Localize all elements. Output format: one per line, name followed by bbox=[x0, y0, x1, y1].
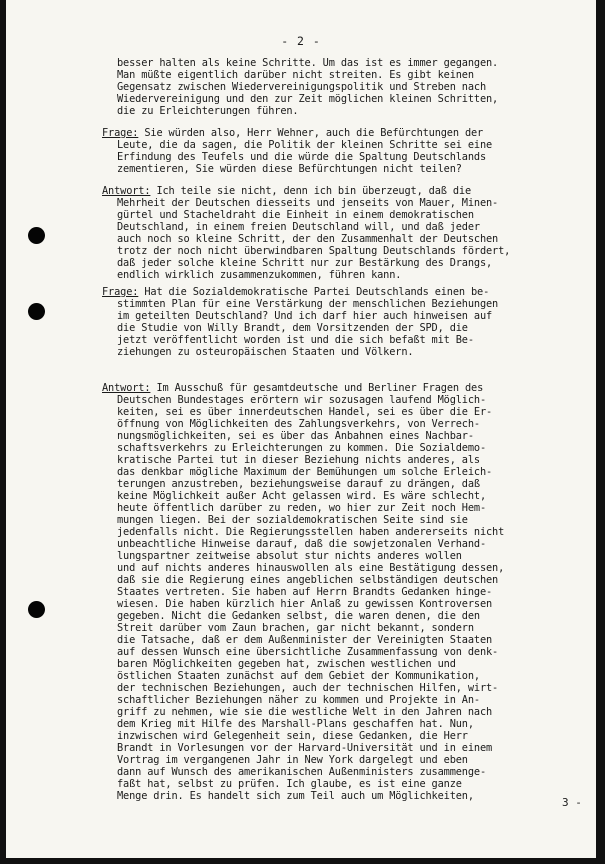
text-line: gegeben. Nicht die Gedanken selbst, die waren denen, die den bbox=[117, 610, 480, 622]
text-line: der technischen Beziehungen, auch der technischen Hilfen, wirt- bbox=[117, 682, 499, 694]
text-line bbox=[102, 127, 483, 139]
text-line: lungspartner zeitweise absolut stur nichts anderes wollen bbox=[117, 550, 462, 562]
line-text: Sie würden also, Herr Wehner, auch die Befürchtungen der bbox=[138, 127, 484, 139]
text-line: Menge drin. Es handelt sich zum Teil auch um Möglichkeiten, bbox=[117, 790, 474, 802]
text-line bbox=[102, 286, 489, 298]
text-line: ziehungen zu osteuropäischen Staaten und Völkern. bbox=[117, 346, 414, 358]
scan-edge-left bbox=[0, 0, 6, 864]
text-line: griff zu nehmen, wie sie die westliche Welt in den Jahren nach bbox=[117, 706, 493, 718]
text-line: daß jeder solche kleine Schritt nur zur Bestärkung des Drangs, bbox=[117, 257, 493, 269]
text-line: auch noch so kleine Schritt, der den Zusammenhalt der Deutschen bbox=[117, 233, 499, 245]
text-line: stimmten Plan für eine Verstärkung der menschlichen Beziehungen bbox=[117, 298, 499, 310]
text-line: schaftlicher Beziehungen näher zu kommen und Projekte in An- bbox=[117, 694, 480, 706]
punch-hole-middle bbox=[28, 303, 45, 320]
text-line: trotz der noch nicht überwindbaren Spaltung Deutschlands fördert, bbox=[117, 245, 511, 257]
text-line: Mehrheit der Deutschen diesseits und jenseits von Mauer, Minen- bbox=[117, 197, 499, 209]
text-line: das denkbar mögliche Maximum der Bemühungen um solche Erleich- bbox=[117, 466, 493, 478]
text-line: öffnung von Möglichkeiten des Zahlungsverkehrs, von Verrech- bbox=[117, 418, 480, 430]
text-line: wiesen. Die haben kürzlich hier Anlaß zu gewissen Kontroversen bbox=[117, 598, 493, 610]
scan-edge-right bbox=[596, 0, 605, 864]
speaker-label: Frage: bbox=[102, 127, 139, 139]
text-line: und auf nichts anderes hinauswollen als eine Bestätigung dessen, bbox=[117, 562, 505, 574]
speaker-label: Antwort: bbox=[102, 185, 151, 197]
text-line: keine Möglichkeit außer Acht gelassen wird. Es wäre schlecht, bbox=[117, 490, 487, 502]
text-line: besser halten als keine Schritte. Um das ist es immer gegangen. bbox=[117, 57, 499, 69]
text-line: Deutschland, in einem freien Deutschland will, und daß jeder bbox=[117, 221, 480, 233]
text-line: Staates vertreten. Sie haben auf Herrn Brandts Gedanken hinge- bbox=[117, 586, 493, 598]
text-line: zementieren, Sie würden diese Befürchtungen nicht teilen? bbox=[117, 163, 462, 175]
text-line: jedenfalls nicht. Die Regierungsstellen haben andererseits nicht bbox=[117, 526, 505, 538]
text-line: Deutschen Bundestages erörtern wir sozusagen laufend Möglich- bbox=[117, 394, 487, 406]
text-line: faßt hat, selbst zu prüfen. Ich glaube, es ist eine ganze bbox=[117, 778, 462, 790]
punch-hole-top bbox=[28, 227, 45, 244]
text-line: keiten, sei es über innerdeutschen Handel, sei es über die Er- bbox=[117, 406, 493, 418]
document-page bbox=[6, 0, 596, 858]
next-page-mark: 3 - bbox=[562, 796, 582, 809]
text-line: heute öffentlich darüber zu reden, wo hier zur Zeit noch Hem- bbox=[117, 502, 487, 514]
text-line: nungsmöglichkeiten, sei es über das Anbahnen eines Nachbar- bbox=[117, 430, 474, 442]
scan-edge-bottom bbox=[0, 858, 605, 864]
text-line: mungen liegen. Bei der sozialdemokratischen Seite sind sie bbox=[117, 514, 468, 526]
text-line: Leute, die da sagen, die Politik der kleinen Schritte sei eine bbox=[117, 139, 493, 151]
text-line bbox=[102, 185, 471, 197]
line-text: Im Ausschuß für gesamtdeutsche und Berliner Fragen des bbox=[150, 382, 484, 394]
text-line: die Tatsache, daß er dem Außenminister der Vereinigten Staaten bbox=[117, 634, 493, 646]
line-text: Ich teile sie nicht, denn ich bin überzeugt, daß die bbox=[150, 185, 472, 197]
text-line: daß sie die Regierung eines angeblichen selbständigen deutschen bbox=[117, 574, 499, 586]
text-line: Streit darüber vom Zaun brachen, gar nicht bekannt, sondern bbox=[117, 622, 474, 634]
text-line: Vortrag im vergangenen Jahr in New York dargelegt und eben bbox=[117, 754, 468, 766]
text-line: die Studie von Willy Brandt, dem Vorsitzenden der SPD, die bbox=[117, 322, 468, 334]
text-line: Gegensatz zwischen Wiedervereinigungspolitik und Streben nach bbox=[117, 81, 487, 93]
line-text: Hat die Sozialdemokratische Partei Deutschlands einen be- bbox=[138, 286, 490, 298]
text-line: baren Möglichkeiten gegeben hat, zwischen westlichen und bbox=[117, 658, 456, 670]
text-line bbox=[102, 382, 483, 394]
text-line: auf dessen Wunsch eine übersichtliche Zusammenfassung von denk- bbox=[117, 646, 499, 658]
text-line: östlichen Staaten zunächst auf dem Gebiet der Kommunikation, bbox=[117, 670, 480, 682]
text-line: dem Krieg mit Hilfe des Marshall-Plans geschaffen hat. Nun, bbox=[117, 718, 474, 730]
punch-hole-bottom bbox=[28, 601, 45, 618]
text-line: unbeachtliche Hinweise darauf, daß die sowjetzonalen Verhand- bbox=[117, 538, 487, 550]
text-line: terungen anzustreben, beziehungsweise darauf zu drängen, daß bbox=[117, 478, 480, 490]
text-line: Man müßte eigentlich darüber nicht streiten. Es gibt keinen bbox=[117, 69, 474, 81]
text-line: schaftsverkehrs zu Erleichterungen zu kommen. Die Sozialdemo- bbox=[117, 442, 487, 454]
text-line: dann auf Wunsch des amerikanischen Außenministers zusammenge- bbox=[117, 766, 487, 778]
text-line: endlich wirklich zusammenzukommen, führen kann. bbox=[117, 269, 402, 281]
text-line: jetzt veröffentlicht worden ist und die sich befaßt mit Be- bbox=[117, 334, 474, 346]
text-line: kratische Partei tut in dieser Beziehung nichts anderes, als bbox=[117, 454, 480, 466]
page-number: - 2 - bbox=[281, 34, 321, 48]
text-line: Erfindung des Teufels und die würde die Spaltung Deutschlands bbox=[117, 151, 487, 163]
speaker-label: Frage: bbox=[102, 286, 139, 298]
speaker-label: Antwort: bbox=[102, 382, 151, 394]
text-line: inzwischen wird Gelegenheit sein, diese Gedanken, die Herr bbox=[117, 730, 468, 742]
text-line: Wiedervereinigung und den zur Zeit möglichen kleinen Schritten, bbox=[117, 93, 499, 105]
text-line: im geteilten Deutschland? Und ich darf hier auch hinweisen auf bbox=[117, 310, 493, 322]
text-line: gürtel und Stacheldraht die Einheit in einem demokratischen bbox=[117, 209, 474, 221]
text-line: die zu Erleichterungen führen. bbox=[117, 105, 299, 117]
text-line: Brandt in Vorlesungen vor der Harvard-Universität und in einem bbox=[117, 742, 493, 754]
